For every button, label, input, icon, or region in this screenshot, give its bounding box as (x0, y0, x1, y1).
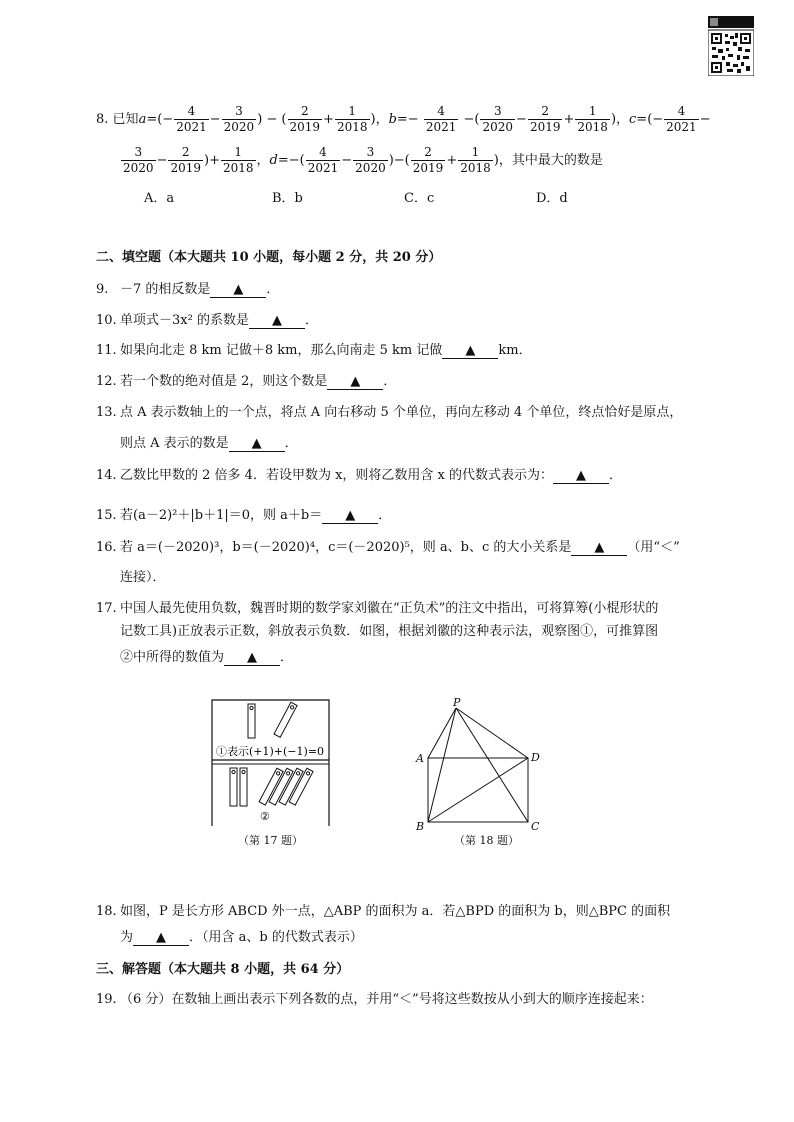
answer-blank: ▲ (553, 469, 609, 484)
figure-17-label2: ② (260, 810, 270, 823)
question-18: 18. 如图，P 是长方形 ABCD 外一点，△ABP 的面积为 a．若△BPD 的面积为 b，则△BPC 的面积 (96, 904, 671, 919)
fraction: $\frac{1}{2018}$ (336, 104, 368, 134)
fraction: $\frac{2}{2019}$ (412, 145, 444, 175)
answer-blank: ▲ (224, 651, 280, 666)
fraction: $\frac{4}{2021}$ (666, 104, 697, 134)
fraction: $\frac{1}{2018}$ (577, 104, 608, 134)
question-17: 17. 中国人最先使用负数，魏晋时期的数学家刘徽在“正负术”的注文中指出，可将算筹(小棍形状的 (96, 601, 659, 616)
fraction: $\frac{4}{2021}$ (307, 145, 339, 175)
fraction: $\frac{3}{2020}$ (355, 145, 386, 175)
question-14: 14. 乙数比甲数的 2 倍多 4．若设甲数为 x，则将乙数用含 x 的代数式表示为： ▲ ． (96, 468, 623, 483)
question-8-line2: $\frac{3}{2020}$ − $\frac{2}{2019}$ )+ $\frac{1}{2018}$ ，d=−( $\frac{4}{2021}$ − $\frac{3}{2020}$ )−( $\frac{2}{2019}$ + $\frac{1}{2018}$ )，其中最大的数是 (123, 145, 603, 175)
fraction: $\frac{3}{2020}$ (482, 104, 514, 134)
fraction: $\frac{1}{2018}$ (222, 145, 254, 175)
question-16: 16. 若 a＝(－2020)³，b＝(－2020)⁴，c＝(－2020)⁵，则 a、b、c 的大小关系是 ▲ （用“＜” (96, 540, 680, 555)
question-13-line2: 则点 A 表示的数是 ▲ ． (120, 436, 298, 451)
question-19: 19. （6 分）在数轴上画出表示下列各数的点，并用“＜”号将这些数按从小到大的顺序连接起来： (96, 992, 653, 1007)
option-a: A．a (144, 191, 175, 206)
fraction: $\frac{4}{2021}$ (176, 104, 207, 134)
fraction: $\frac{2}{2019}$ (170, 145, 201, 175)
answer-blank: ▲ (442, 344, 498, 359)
label-p: P (453, 698, 461, 709)
question-18-line2: 为 ▲ ．（用含 a、b 的代数式表示） (120, 930, 363, 945)
option-c: C．c (404, 191, 435, 206)
fraction: $\frac{3}{2020}$ (123, 145, 154, 175)
question-17-line3: ②中所得的数值为 ▲ ． (120, 650, 294, 665)
fraction: $\frac{3}{2020}$ (223, 104, 255, 134)
qr-code (708, 16, 754, 76)
fraction: $\frac{1}{2018}$ (460, 145, 491, 175)
figure-17 (210, 698, 332, 832)
answer-blank: ▲ (133, 931, 189, 946)
question-15: 15. 若(a－2)²＋|b＋1|＝0，则 a＋b＝ ▲ ． (96, 508, 392, 523)
label-a: A (416, 752, 424, 765)
question-16-line2: 连接）． (120, 570, 166, 585)
fraction: $\frac{2}{2019}$ (529, 104, 561, 134)
section-2-title: 二、填空题（本大题共 10 小题，每小题 2 分，共 20 分） (96, 250, 442, 265)
answer-blank: ▲ (322, 509, 378, 524)
answer-blank: ▲ (210, 283, 266, 298)
label-d: D (531, 751, 540, 764)
section-3-title: 三、解答题（本大题共 8 小题，共 64 分） (96, 962, 350, 977)
figure-17-label1: ①表示(+1)+(−1)=0 (216, 745, 325, 758)
option-b: B．b (272, 191, 303, 206)
question-10: 10. 单项式－3x² 的系数是 ▲ ． (96, 313, 318, 328)
answer-blank: ▲ (327, 375, 383, 390)
question-13: 13. 点 A 表示数轴上的一个点，将点 A 向右移动 5 个单位，再向左移动 4 个单位，终点恰好是原点， (96, 405, 683, 420)
label-b: B (416, 820, 425, 833)
figure-18-caption: （第 18 题） (454, 834, 519, 847)
question-number: 8. (96, 112, 109, 127)
answer-blank: ▲ (229, 437, 285, 452)
figure-17-caption: （第 17 题） (238, 834, 303, 847)
fraction: $\frac{2}{2019}$ (289, 104, 321, 134)
question-11: 11. 如果向北走 8 km 记做＋8 km，那么向南走 5 km 记做 ▲ km． (96, 343, 532, 358)
answer-blank: ▲ (249, 314, 305, 329)
fraction: $\frac{4}{2021}$ (425, 104, 457, 134)
option-d: D．d (536, 191, 568, 206)
figure-18 (410, 698, 550, 838)
question-17-line2: 记数工具)正放表示正数，斜放表示负数．如图，根据刘徽的这种表示法，观察图①，可推算图 (120, 624, 659, 639)
answer-blank: ▲ (571, 541, 627, 556)
question-12: 12. 若一个数的绝对值是 2，则这个数是 ▲ ． (96, 374, 397, 389)
label-c: C (531, 820, 540, 833)
question-9: 9. －7 的相反数是 ▲ ． (96, 282, 280, 297)
question-8-line1: 8. 已知a=(− $\frac{4}{2021}$ − $\frac{3}{2020}$ ) − ( $\frac{2}{2019}$ + $\frac{1}{2018}$ )，b=− $\frac{4}{2021}$ −( $\frac{3}{2020}$ − $\frac{2}{2019}$ + $\frac{1}{2018}$ )，c=(− $\frac{4}{2021}$ − (96, 104, 711, 134)
